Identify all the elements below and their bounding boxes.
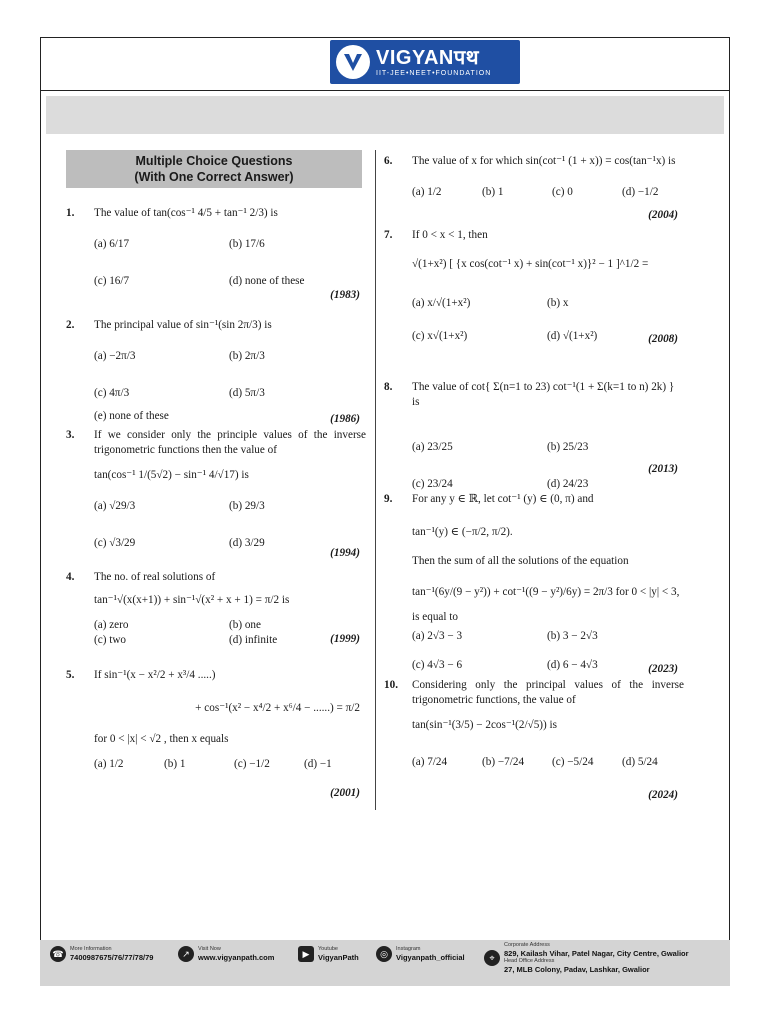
instagram-icon: ◎ [376,946,392,962]
option-c: (c) x√(1+x²) [412,330,468,342]
option-a: (a) 7/24 [412,756,448,768]
question-number: 1. [66,207,75,219]
question-8 [384,366,684,492]
footer-address: ⌖ Corporate Address 829, Kailash Vihar, Patel Nagar, City Centre, Gwalior Head Office Address 27, MLB Colony, Padav, Lashkar, Gwalior [484,942,689,974]
option-e: (e) none of these [94,410,169,422]
question-number: 5. [66,669,75,681]
option-c: (c) 0 [552,186,573,198]
question-year: (1983) [330,289,360,301]
question-year: (1994) [330,547,360,559]
question-9 [384,492,684,678]
external-link-icon: ↗ [178,946,194,962]
option-b: (b) 2π/3 [229,350,265,362]
question-number: 8. [384,381,393,393]
question-number: 7. [384,229,393,241]
option-a: (a) 1/2 [94,758,124,770]
footer-website[interactable]: ↗ Visit Now www.vigyanpath.com [178,946,274,962]
left-column [66,150,366,800]
option-a: (a) 6/17 [94,238,130,250]
question-number: 3. [66,429,75,441]
question-text: The value of x for which sin(cot⁻¹ (1 + x)) = cos(tan⁻¹x) is [412,155,676,167]
question-expression: tan(sin⁻¹(3/5) − 2cos⁻¹(2/√5)) is [412,719,557,731]
option-d: (d) 3/29 [229,537,265,549]
question-year: (1986) [330,413,360,425]
question-text-2: Then the sum of all the solutions of the equation [412,555,629,567]
option-a: (a) 2√3 − 3 [412,630,463,642]
header-band [46,96,724,134]
option-d: (d) 6 − 4√3 [547,659,598,671]
option-a: (a) x/√(1+x²) [412,297,471,309]
footer [40,940,730,986]
question-number: 6. [384,155,393,167]
option-c: (c) 23/24 [412,478,453,490]
question-4 [66,570,366,660]
option-a: (a) 23/25 [412,441,453,453]
option-c: (c) √3/29 [94,537,136,549]
question-year: (2013) [648,463,678,475]
option-b: (b) 3 − 2√3 [547,630,598,642]
footer-instagram[interactable]: ◎ Instagram Vigyanpath_official [376,946,465,962]
question-text: For any y ∈ ℝ, let cot⁻¹ (y) ∈ (0, π) and [412,493,594,505]
footer-phone[interactable]: ☎ More Information 7400987675/76/77/78/79 [50,946,153,962]
option-d: (d) 24/23 [547,478,589,490]
question-7 [384,222,684,366]
option-d: (d) √(1+x²) [547,330,598,342]
question-year: (2008) [648,333,678,345]
question-text: If 0 < x < 1, then [412,229,488,241]
question-6 [384,150,684,222]
question-year: (2001) [330,787,360,799]
question-1 [66,200,366,312]
option-a: (a) √29/3 [94,500,136,512]
right-column [384,150,684,801]
option-d: (d) 5/24 [622,756,658,768]
question-number: 9. [384,493,393,505]
brand-tagline: IIT-JEE•NEET•FOUNDATION [376,69,492,77]
option-b: (b) 1 [164,758,186,770]
youtube-icon: ▶ [298,946,314,962]
question-year: (2004) [648,209,678,221]
option-b: (b) x [547,297,569,309]
question-year: (2024) [648,789,678,801]
footer-youtube[interactable]: ▶ Youtube VigyanPath [298,946,359,962]
logo-v-icon [336,45,370,79]
option-b: (b) one [229,619,261,631]
option-b: (b) 1 [482,186,504,198]
option-d: (d) 5π/3 [229,387,265,399]
option-d: (d) −1/2 [622,186,659,198]
section-title: Multiple Choice Questions (With One Correct Answer) [66,150,362,188]
question-text: The no. of real solutions of [94,571,216,583]
option-c: (c) 4√3 − 6 [412,659,463,671]
question-text-3: is equal to [412,611,458,623]
question-text: If we consider only the principle values of the inverse trigonometric functions then the value of [94,429,366,456]
option-d: (d) none of these [229,275,305,287]
question-year: (1999) [330,633,360,645]
option-c: (c) −1/2 [234,758,270,770]
question-10 [384,678,684,801]
option-b: (b) −7/24 [482,756,525,768]
option-b: (b) 29/3 [229,500,265,512]
question-expression: + cos⁻¹(x² − x⁴/2 + x⁶/4 − ......) = π/2 [195,702,360,714]
question-expression: tan⁻¹(y) ∈ (−π/2, π/2). [412,526,513,538]
question-equation: tan⁻¹(6y/(9 − y²)) + cot⁻¹((9 − y²)/6y) = 2π/3 for 0 < |y| < 3, [412,586,680,598]
option-a: (a) 1/2 [412,186,442,198]
option-c: (c) 4π/3 [94,387,130,399]
brand-logo [330,40,520,84]
question-number: 4. [66,571,75,583]
option-b: (b) 25/23 [547,441,589,453]
option-d: (d) infinite [229,634,278,646]
column-divider [375,150,376,810]
option-d: (d) −1 [304,758,332,770]
question-expression: √(1+x²) [ {x cos(cot⁻¹ x) + sin(cot⁻¹ x)}² − 1 ]^1/2 = [412,258,649,270]
question-number: 10. [384,679,398,691]
question-text: The principal value of sin⁻¹(sin 2π/3) is [94,319,272,331]
option-b: (b) 17/6 [229,238,265,250]
option-c: (c) two [94,634,126,646]
question-text: Considering only the principal values of the inverse trigonometric functions, the value of [412,679,684,706]
question-text: The value of tan(cos⁻¹ 4/5 + tan⁻¹ 2/3) is [94,207,278,219]
question-number: 2. [66,319,75,331]
phone-icon: ☎ [50,946,66,962]
question-2 [66,312,366,428]
question-5 [66,660,366,800]
option-a: (a) zero [94,619,129,631]
location-pin-icon: ⌖ [484,950,500,966]
option-c: (c) −5/24 [552,756,594,768]
option-a: (a) −2π/3 [94,350,136,362]
question-expression: tan⁻¹√(x(x+1)) + sin⁻¹√(x² + x + 1) = π/2 is [94,594,290,606]
question-year: (2023) [648,663,678,675]
question-text: The value of cot{ Σ(n=1 to 23) cot⁻¹(1 + Σ(k=1 to n) 2k) } is [412,381,675,408]
brand-name: VIGYANपथ [376,46,479,69]
question-3 [66,428,366,570]
header [40,37,730,91]
question-condition: for 0 < |x| < √2 , then x equals [94,733,229,745]
question-expression: tan(cos⁻¹ 1/(5√2) − sin⁻¹ 4/√17) is [94,469,249,481]
option-c: (c) 16/7 [94,275,130,287]
question-text: If sin⁻¹(x − x²/2 + x³/4 .....) [94,669,216,681]
